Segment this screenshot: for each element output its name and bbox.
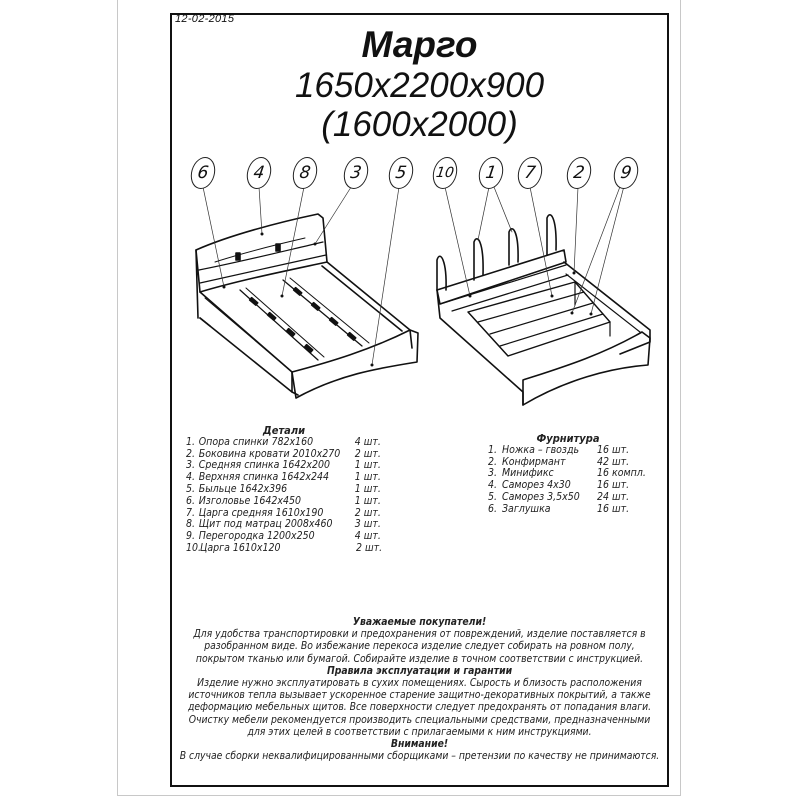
callout-3: 3 (342, 157, 370, 189)
rules-text: Изделие нужно эксплуатировать в сухих помещениях. Сырость и близость расположения источников тепла вызывает ускоренное старение защитно-декоративных покрытий, а также деформацию мебельных щитов. Все поверхности следует предохранять от попадания влаги. Очистку мебели рекомендуется производить специальными средствами, предназначенными для этих целей в соответствии с прилагаемыми к ним инструкциями. (187, 677, 652, 738)
customer-notes (172, 616, 667, 762)
callout-8: 8 (291, 157, 319, 189)
hardware-list-title: Фурнитура (536, 432, 600, 445)
greeting-heading: Уважаемые покупатели! (352, 616, 487, 628)
callout-4: 4 (245, 157, 273, 189)
parts-row: 2. Боковина кровати 2010x270 2 шт. (186, 447, 381, 460)
callout-7: 7 (516, 157, 544, 189)
parts-list-title: Детали (262, 424, 306, 437)
warning-text: В случае сборки неквалифицированными сборщиками – претензии по качеству не принимаются. (179, 750, 660, 763)
parts-row: 5. Быльце 1642x396 1 шт. (186, 482, 381, 495)
hardware-row: 3. Минификс 16 компл. (488, 467, 646, 480)
hardware-row: 5. Саморез 3,5x50 24 шт. (488, 490, 630, 503)
document-date: 12-02-2015 (175, 13, 235, 25)
parts-row: 3. Средняя спинка 1642x200 1 шт. (186, 459, 381, 472)
callout-9: 9 (612, 157, 640, 189)
hardware-row: 4. Саморез 4x30 16 шт. (488, 479, 630, 492)
parts-list (186, 425, 382, 555)
parts-row: 10. Царга 1610x120 2 шт. (186, 541, 383, 554)
warning-heading: Внимание! (390, 738, 449, 751)
sleeping-area-size: (1600x2000) (321, 105, 518, 144)
parts-row: 9. Перегородка 1200x250 4 шт. (186, 530, 381, 543)
greeting-text: Для удобства транспортировки и предохранения от повреждений, изделие поставляется в разобранном виде. Во избежание перекоса изделие следует собирать на ровном полу, покрытом тканью или бумагой. Собирайте изделие в точном соответствии с инструкцией. (193, 628, 646, 665)
hardware-row: 6. Заглушка 16 шт. (488, 502, 630, 515)
callout-2: 2 (565, 157, 593, 189)
callout-10: 10 (431, 157, 459, 189)
callout-1: 1 (477, 157, 505, 189)
product-title: Марго (361, 24, 478, 65)
hardware-list (488, 433, 648, 516)
callout-6: 6 (189, 157, 217, 189)
parts-row: 4. Верхняя спинка 1642x244 1 шт. (186, 471, 381, 484)
hardware-row: 1. Ножка – гвоздь 16 шт. (488, 443, 630, 456)
parts-row: 8. Щит под матрац 2008x460 3 шт. (186, 518, 381, 531)
parts-row: 1. Опора спинки 782x160 4 шт. (186, 435, 381, 448)
parts-row: 6. Изголовье 1642x450 1 шт. (186, 494, 381, 507)
callout-5: 5 (387, 157, 415, 189)
rules-heading: Правила эксплуатации и гарантии (326, 664, 513, 677)
product-dimensions: 1650x2200x900 (294, 66, 545, 105)
hardware-row: 2. Конфирмант 42 шт. (488, 455, 630, 468)
parts-row: 7. Царга средняя 1610x190 2 шт. (186, 506, 381, 519)
